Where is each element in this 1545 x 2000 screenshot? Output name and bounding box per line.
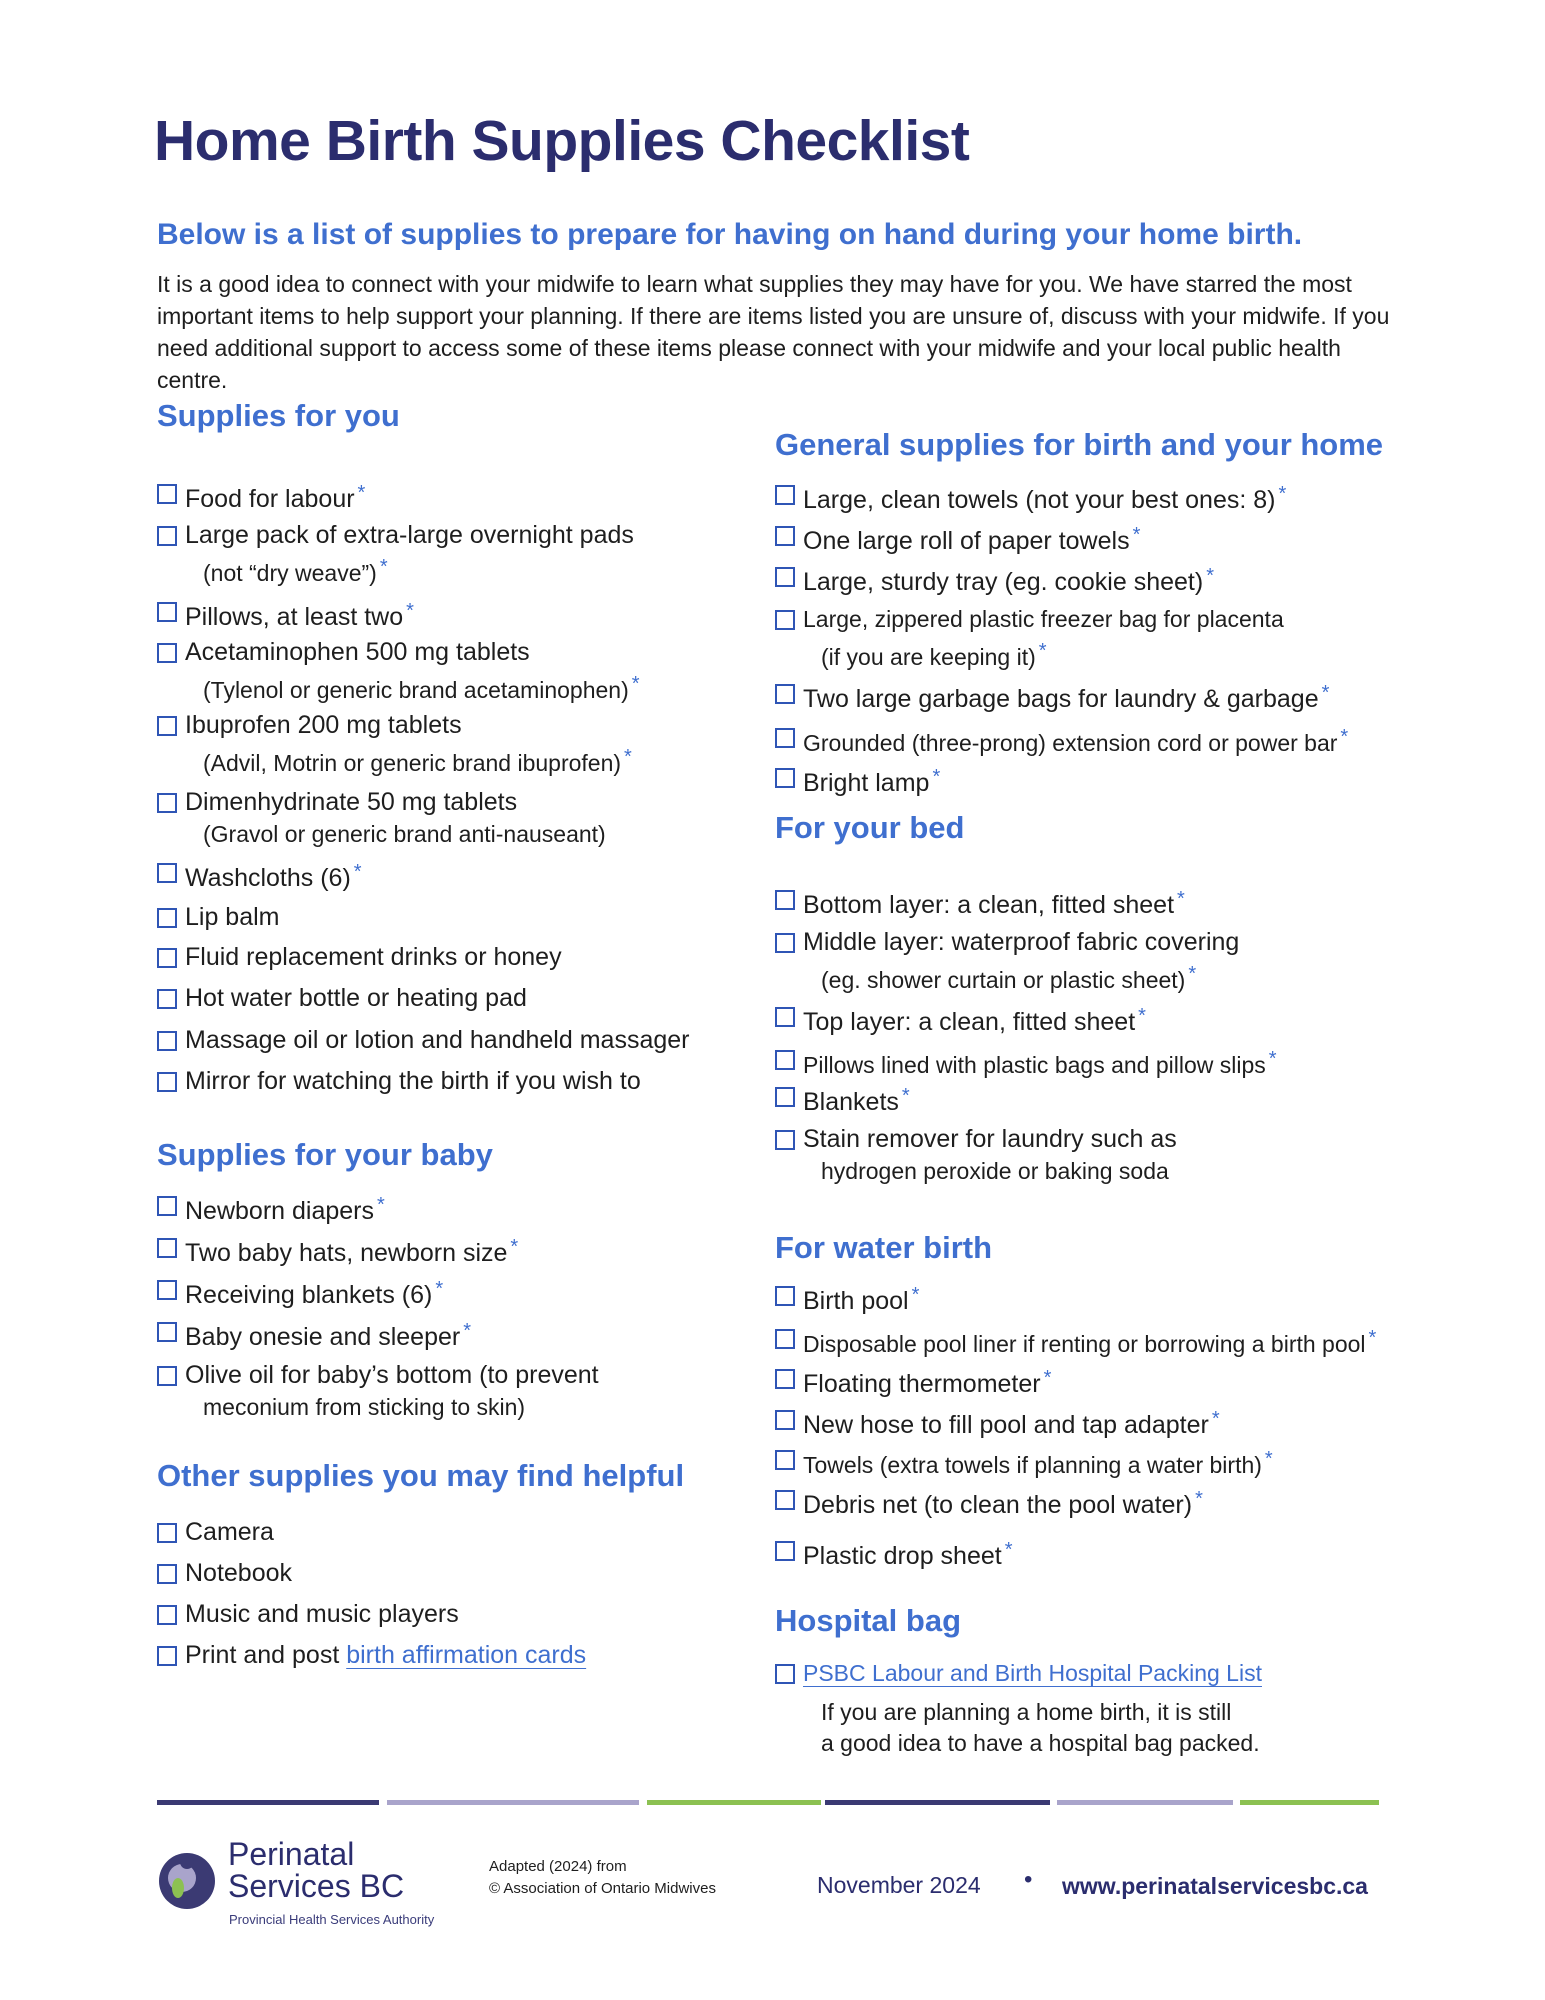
important-star-icon: * — [463, 1320, 471, 1342]
item-text: Large pack of extra-large overnight pads — [185, 521, 634, 549]
checkbox[interactable] — [157, 863, 177, 883]
checkbox[interactable] — [157, 1196, 177, 1216]
checkbox[interactable] — [775, 1490, 795, 1510]
checkbox[interactable] — [157, 526, 177, 546]
heading-supplies-for-you: Supplies for you — [157, 398, 400, 433]
checklist-item-label — [803, 520, 1140, 557]
checklist-item-label — [803, 1081, 910, 1118]
checklist-item-label — [803, 927, 1239, 958]
checklist-item-label — [185, 520, 634, 551]
checkbox[interactable] — [775, 610, 795, 630]
checklist-item-label — [185, 478, 365, 515]
checkbox[interactable] — [157, 948, 177, 968]
checklist-item-label — [803, 722, 1348, 759]
important-star-icon: * — [932, 766, 941, 788]
checklist-item-detail: (Gravol or generic brand anti-nauseant) — [203, 821, 606, 847]
checkbox[interactable] — [157, 716, 177, 736]
checklist-item-label — [803, 762, 940, 799]
item-link[interactable]: birth affirmation cards — [346, 1641, 587, 1669]
item-text: Food for labour — [185, 485, 355, 513]
item-text: Large, clean towels (not your best ones: 8) — [803, 486, 1276, 514]
publication-date: November 2024 — [817, 1872, 981, 1898]
item-text: Large, zippered plastic freezer bag for placenta — [803, 606, 1284, 632]
checkbox[interactable] — [157, 1605, 177, 1625]
checklist-item-label — [185, 710, 462, 741]
important-star-icon: * — [1195, 1488, 1203, 1510]
checkbox[interactable] — [157, 643, 177, 663]
checklist-item-label — [185, 787, 517, 818]
important-star-icon: * — [1188, 963, 1197, 985]
item-text: Dimenhydrinate 50 mg tablets — [185, 788, 518, 816]
item-text: Large, sturdy tray (eg. cookie sheet) — [803, 568, 1204, 596]
intro-paragraph: It is a good idea to connect with your midwife to learn what supplies they may have for you. We have starred the most important items to help support your planning. If there are items listed you are unsure of, discuss with your midwife. If you need additional support to access some of these items please connect with your midwife and your local public health centre. — [157, 271, 1390, 393]
checklist-item-label — [185, 1360, 599, 1391]
checklist-item-label — [185, 1066, 641, 1097]
checkbox[interactable] — [775, 933, 795, 953]
important-star-icon: * — [510, 1236, 519, 1258]
checklist-item-detail: (Tylenol or generic brand acetaminophen) * — [203, 673, 640, 703]
checklist-item-label — [185, 983, 527, 1014]
important-star-icon: * — [624, 746, 632, 768]
checkbox[interactable] — [157, 908, 177, 928]
important-star-icon: * — [1004, 1539, 1013, 1561]
item-text: Plastic drop sheet — [803, 1542, 1002, 1570]
checkbox[interactable] — [157, 1523, 177, 1543]
checklist-item-label — [185, 902, 280, 933]
checklist-item-label — [803, 1363, 1051, 1400]
item-text: Pillows lined with plastic bags and pillow slips — [803, 1052, 1266, 1078]
checklist-item-detail: (if you are keeping it) * — [821, 640, 1047, 670]
item-text: Bright lamp — [803, 769, 930, 797]
checkbox[interactable] — [775, 1410, 795, 1430]
item-text: Towels (extra towels if planning a water birth) — [803, 1452, 1262, 1478]
checkbox[interactable] — [775, 1329, 795, 1349]
checkbox[interactable] — [157, 989, 177, 1009]
item-text: Blankets — [803, 1088, 899, 1116]
checkbox[interactable] — [157, 1238, 177, 1258]
logo-tagline: Provincial Health Services Authority — [229, 1912, 435, 1927]
item-text: Birth pool — [803, 1287, 909, 1315]
important-star-icon: * — [911, 1284, 920, 1306]
checklist-item-label — [803, 1444, 1273, 1481]
checkbox[interactable] — [157, 1322, 177, 1342]
checklist-item-label — [803, 1323, 1376, 1360]
divider-segment — [387, 1800, 639, 1805]
checklist-item-label — [803, 1535, 1013, 1572]
item-text: Grounded (three-prong) extension cord or power bar — [803, 730, 1338, 756]
checkbox[interactable] — [775, 567, 795, 587]
checkbox[interactable] — [775, 485, 795, 505]
checkbox[interactable] — [157, 602, 177, 622]
item-text: Mirror for watching the birth if you wish to — [185, 1067, 641, 1095]
checklist-item-detail: meconium from sticking to skin) — [203, 1394, 526, 1420]
checkbox[interactable] — [775, 684, 795, 704]
item-text: One large roll of paper towels — [803, 527, 1130, 555]
item-text: Lip balm — [185, 903, 280, 931]
important-star-icon: * — [435, 1278, 444, 1300]
item-text: Washcloths (6) — [185, 864, 351, 892]
checklist-item-label — [185, 637, 530, 668]
item-text: Floating thermometer — [803, 1370, 1041, 1398]
item-text: Bottom layer: a clean, fitted sheet — [803, 891, 1175, 919]
item-text: Print and post — [185, 1641, 347, 1669]
checklist-item-label — [803, 1044, 1277, 1081]
checkbox[interactable] — [157, 1072, 177, 1092]
item-text: Ibuprofen 200 mg tablets — [185, 711, 462, 739]
checklist-item-label — [803, 884, 1185, 921]
item-text: Pillows, at least two — [185, 603, 404, 631]
checklist-item-label — [803, 678, 1329, 715]
checklist-item-label — [803, 479, 1286, 516]
important-star-icon: * — [1211, 1408, 1220, 1430]
item-text: Receiving blankets (6) — [185, 1281, 433, 1309]
hospital-bag-note: If you are planning a home birth, it is still a good idea to have a hospital bag packed. — [821, 1699, 1260, 1756]
page-title: Home Birth Supplies Checklist — [154, 109, 970, 173]
checklist-item-label — [185, 1517, 274, 1548]
item-text: Baby onesie and sleeper — [185, 1323, 461, 1351]
important-star-icon: * — [1321, 682, 1330, 704]
adapted-credit: Adapted (2024) from © Association of Ontario Midwives — [489, 1858, 716, 1897]
checklist-item-label — [185, 1232, 518, 1269]
important-star-icon: * — [379, 556, 388, 578]
checkbox[interactable] — [775, 1007, 795, 1027]
important-star-icon: * — [1368, 1327, 1377, 1349]
important-star-icon: * — [1278, 483, 1287, 505]
heading-general-supplies: General supplies for birth and your home — [775, 427, 1384, 462]
important-star-icon: * — [1138, 1005, 1146, 1027]
checkbox[interactable] — [775, 1286, 795, 1306]
checkbox[interactable] — [775, 1130, 795, 1150]
checkbox[interactable] — [775, 526, 795, 546]
checkbox[interactable] — [157, 1031, 177, 1051]
checkbox[interactable] — [157, 1280, 177, 1300]
checkbox[interactable] — [157, 484, 177, 504]
checkbox[interactable] — [157, 1366, 177, 1386]
checklist-item-label — [803, 1124, 1177, 1155]
item-text: Two large garbage bags for laundry & garbage — [803, 685, 1319, 713]
item-text: Olive oil for baby’s bottom (to prevent — [185, 1361, 599, 1389]
item-text: Hot water bottle or heating pad — [185, 984, 527, 1012]
website-link[interactable]: www.perinatalservicesbc.ca — [1062, 1873, 1368, 1899]
divider-segment — [825, 1800, 1050, 1805]
item-text: New hose to fill pool and tap adapter — [803, 1411, 1209, 1439]
checklist-item-label — [185, 1316, 471, 1353]
checklist-item-label — [185, 1274, 443, 1311]
item-text: Stain remover for laundry such as — [803, 1125, 1177, 1153]
heading-hospital-bag: Hospital bag — [775, 1603, 962, 1638]
important-star-icon: * — [357, 482, 366, 504]
perinatal-services-logo-icon — [156, 1848, 218, 1910]
item-text: Two baby hats, newborn size — [185, 1239, 508, 1267]
important-star-icon: * — [1132, 524, 1141, 546]
heading-for-water-birth: For water birth — [775, 1230, 993, 1265]
checklist-item-label — [803, 1404, 1220, 1441]
important-star-icon: * — [1206, 565, 1214, 587]
important-star-icon: * — [1264, 1448, 1273, 1470]
checkbox[interactable] — [157, 793, 177, 813]
important-star-icon: * — [1043, 1367, 1052, 1389]
separator-dot: • — [1024, 1866, 1033, 1893]
checklist-item-label — [803, 1484, 1203, 1521]
important-star-icon: * — [1038, 640, 1047, 662]
checklist-item-detail: (not “dry weave”) * — [203, 556, 388, 586]
checklist-item-detail: (Advil, Motrin or generic brand ibuprofen) * — [203, 746, 632, 776]
checkbox[interactable] — [775, 890, 795, 910]
item-text: Acetaminophen 500 mg tablets — [185, 638, 530, 666]
checklist-item-label — [185, 596, 414, 633]
checklist-item-label — [185, 1190, 385, 1227]
heading-supplies-for-baby: Supplies for your baby — [157, 1137, 493, 1172]
item-text: Disposable pool liner if renting or borrowing a birth pool — [803, 1331, 1366, 1357]
important-star-icon: * — [1177, 888, 1185, 910]
footer-divider — [157, 1800, 1379, 1806]
checklist-item-label — [803, 1001, 1146, 1038]
logo-wordmark: Perinatal Services BC — [228, 1836, 405, 1904]
heading-for-your-bed: For your bed — [775, 810, 965, 845]
important-star-icon: * — [1340, 726, 1349, 748]
divider-segment — [1240, 1800, 1379, 1805]
checkbox[interactable] — [775, 1087, 795, 1107]
item-text: Newborn diapers — [185, 1197, 374, 1225]
checkbox[interactable] — [775, 768, 795, 788]
hospital-packing-list-link[interactable]: PSBC Labour and Birth Hospital Packing List — [803, 1660, 1262, 1686]
item-text: Notebook — [185, 1559, 293, 1587]
item-text: Debris net (to clean the pool water) — [803, 1491, 1193, 1519]
divider-segment — [647, 1800, 821, 1805]
checklist-item-label — [185, 857, 362, 894]
important-star-icon: * — [901, 1085, 910, 1107]
checklist-item-label — [185, 942, 562, 973]
checkbox[interactable] — [775, 1450, 795, 1470]
checkbox[interactable] — [157, 1646, 177, 1666]
checklist-item-detail: (eg. shower curtain or plastic sheet) * — [821, 963, 1197, 993]
item-text: Middle layer: waterproof fabric covering — [803, 928, 1240, 956]
checklist-item-label — [185, 1640, 586, 1671]
important-star-icon: * — [631, 673, 640, 695]
checklist-item-detail: hydrogen peroxide or baking soda — [821, 1158, 1169, 1184]
item-text: Music and music players — [185, 1600, 459, 1628]
divider-segment — [1057, 1800, 1233, 1805]
checklist-item-label — [185, 1558, 292, 1589]
item-text: Massage oil or lotion and handheld massager — [185, 1026, 690, 1054]
page-subtitle: Below is a list of supplies to prepare for having on hand during your home birth. — [157, 218, 1303, 251]
important-star-icon: * — [353, 861, 362, 883]
item-text: Top layer: a clean, fitted sheet — [803, 1008, 1136, 1036]
important-star-icon: * — [377, 1194, 385, 1216]
checkbox[interactable] — [775, 1664, 795, 1684]
item-text: Camera — [185, 1518, 274, 1546]
checkbox[interactable] — [775, 1541, 795, 1561]
checklist-item-label — [803, 1280, 919, 1317]
checklist-item-label — [185, 1599, 459, 1630]
checklist-item-label — [185, 1025, 689, 1056]
checkbox[interactable] — [775, 1050, 795, 1070]
item-text: Fluid replacement drinks or honey — [185, 943, 562, 971]
checkbox[interactable] — [157, 1564, 177, 1584]
checklist-item-label — [803, 561, 1214, 598]
divider-segment — [157, 1800, 379, 1805]
important-star-icon: * — [1268, 1048, 1277, 1070]
checkbox[interactable] — [775, 1369, 795, 1389]
important-star-icon: * — [406, 600, 414, 622]
heading-other-supplies: Other supplies you may find helpful — [157, 1458, 685, 1493]
checkbox[interactable] — [775, 728, 795, 748]
checklist-item-label — [803, 604, 1284, 635]
